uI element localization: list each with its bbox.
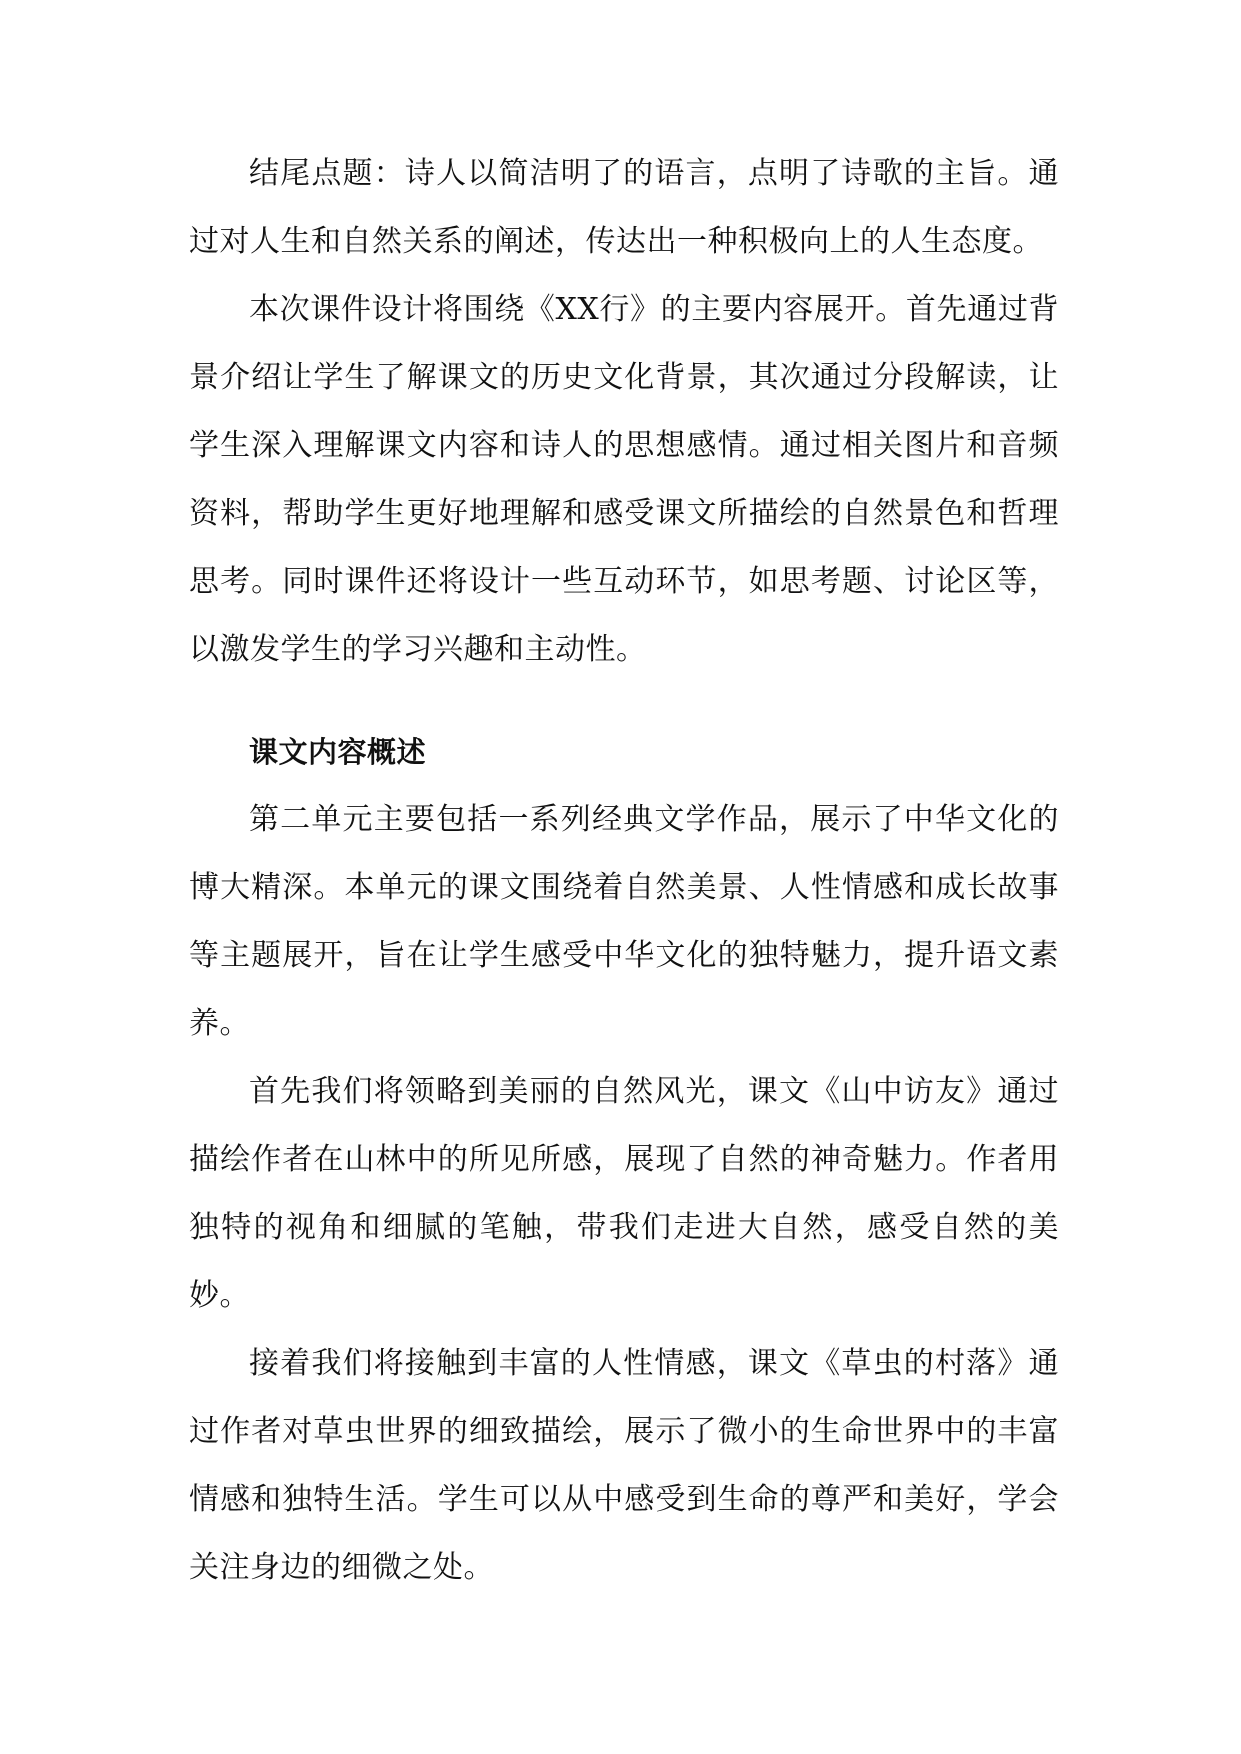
- paragraph-conclusion: 结尾点题：诗人以简洁明了的语言，点明了诗歌的主旨。通过对人生和自然关系的阐述，传达出一种积极向上的人生态度。: [189, 156, 1059, 259]
- paragraph-emotion: 接着我们将接触到丰富的人性情感，课文《草虫的村落》通过作者对草虫世界的细致描绘，展示了微小的生命世界中的丰富情感和独特生活。学生可以从中感受到生命的尊严和美好，学会关注身边的细微之处。: [189, 1346, 1059, 1585]
- paragraph-nature: 首先我们将领略到美丽的自然风光，课文《山中访友》通过描绘作者在山林中的所见所感，展现了自然的神奇魅力。作者用独特的视角和细腻的笔触，带我们走进大自然，感受自然的美妙。: [189, 1074, 1059, 1313]
- paragraph-unit-overview: 第二单元主要包括一系列经典文学作品，展示了中华文化的博大精深。本单元的课文围绕着自然美景、人性情感和成长故事等主题展开，旨在让学生感受中华文化的独特魅力，提升语文素养。: [189, 802, 1059, 1041]
- paragraph-courseware-design: 本次课件设计将围绕《XX行》的主要内容展开。首先通过背景介绍让学生了解课文的历史文化背景，其次通过分段解读，让学生深入理解课文内容和诗人的思想感情。通过相关图片和音频资料，帮助学生更好地理解和感受课文所描绘的自然景色和哲理思考。同时课件还将设计一些互动环节，如思考题、讨论区等，以激发学生的学习兴趣和主动性。: [189, 292, 1059, 667]
- section-heading: 课文内容概述: [249, 735, 427, 769]
- document-body: [189, 140, 1059, 1602]
